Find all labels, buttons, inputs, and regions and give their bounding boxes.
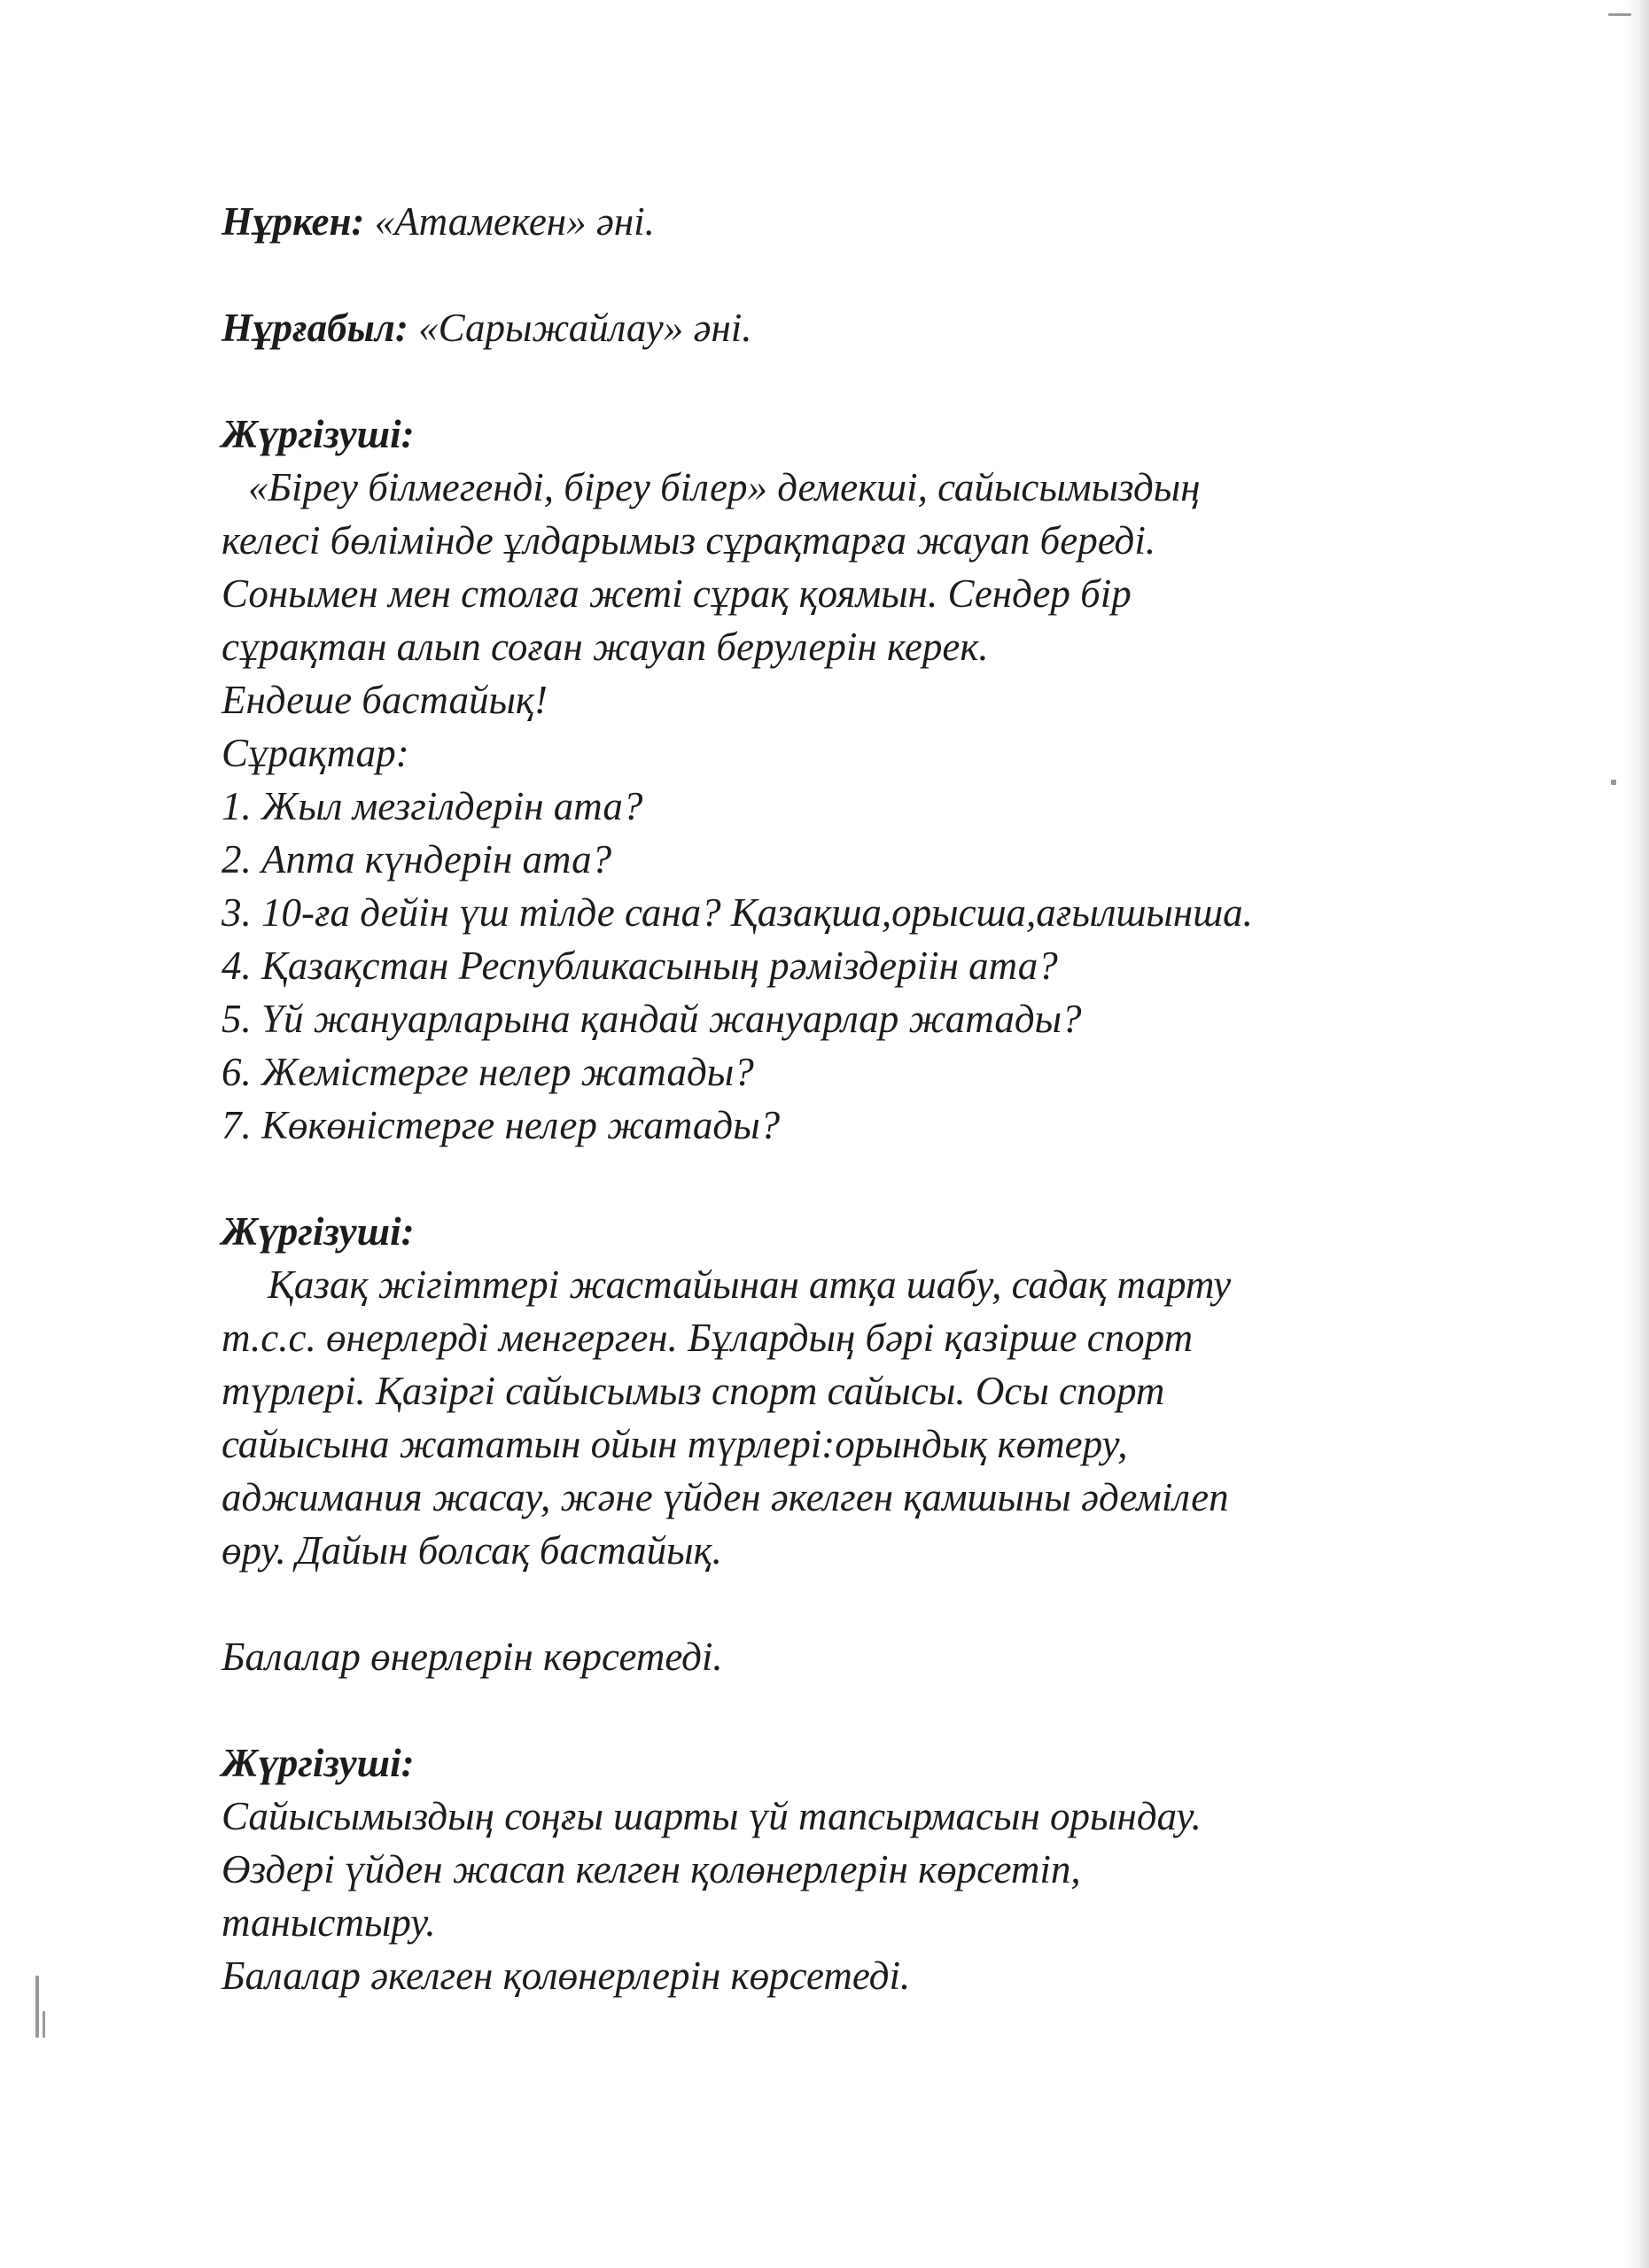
- section1-line: Ендеше бастайық!: [222, 678, 548, 722]
- scan-speck: [35, 1976, 39, 2038]
- section2-line: сайысына жататын ойын түрлері:орындық көтеру,: [222, 1422, 1128, 1466]
- scan-speck: [43, 2011, 45, 2038]
- section3-speaker: Жүргізуші:: [222, 1741, 415, 1785]
- section3-line: таныстыру.: [222, 1900, 436, 1945]
- section2-remark: Балалар өнерлерін көрсетеді.: [222, 1635, 723, 1679]
- spacer: [222, 354, 1533, 408]
- nurgabyl-text: «Сарыжайлау» әні.: [418, 306, 752, 350]
- section1-line: Сонымен мен столға жеті сұрақ қоямын. Сендер бір: [222, 571, 1132, 616]
- section3-line: Сайысымыздың соңғы шарты үй тапсырмасын орындау.: [222, 1794, 1202, 1838]
- question-item: 4. Қазақстан Республикасының рәміздеріін ата?: [222, 944, 1058, 988]
- scan-edge-shadow: [1622, 0, 1649, 2268]
- section1-speaker: Жүргізуші:: [222, 412, 415, 456]
- document-body: [222, 195, 1533, 2002]
- scan-speck: [1611, 780, 1616, 785]
- questions-list: [222, 780, 1533, 1152]
- question-item: 3. 10-ға дейін үш тілде сана? Қазақша,орысша,ағылшынша.: [222, 890, 1253, 935]
- section1-line: сұрақтан алып соған жауап берулерін керек.: [222, 625, 989, 669]
- section3-line: Өздері үйден жасап келген қолөнерлерін көрсетіп,: [222, 1847, 1081, 1891]
- section2-speaker: Жүргізуші:: [222, 1209, 415, 1254]
- scan-speck: [1608, 13, 1631, 16]
- section1-line: келесі бөлімінде ұлдарымыз сұрақтарға жауап береді.: [222, 518, 1156, 563]
- spacer: [222, 248, 1533, 301]
- section2-line: түрлері. Қазіргі сайысымыз спорт сайысы. Осы спорт: [222, 1369, 1165, 1413]
- spacer: [222, 1152, 1533, 1205]
- question-item: 2. Апта күндерін ата?: [222, 837, 612, 882]
- section3-line: Балалар әкелген қолөнерлерін көрсетеді.: [222, 1953, 911, 1998]
- questions-heading: Сұрақтар:: [222, 731, 409, 775]
- question-item: 1. Жыл мезгілдерін ата?: [222, 784, 643, 828]
- section2-line: аджимания жасау, және үйден әкелген қамшыны әдемілеп: [222, 1475, 1229, 1519]
- spacer: [222, 1577, 1533, 1630]
- section2-line: өру. Дайын болсақ бастайық.: [222, 1528, 722, 1573]
- nurken-line: [222, 195, 1533, 248]
- section2-line: Қазақ жігіттері жастайынан атқа шабу, садақ тарту: [268, 1262, 1232, 1307]
- speaker-nurken: Нұркен:: [222, 199, 365, 244]
- section2-line: т.с.с. өнерлерді менгерген. Бұлардың бәрі қазірше спорт: [222, 1316, 1194, 1360]
- section1-line: «Біреу білмегенді, біреу білер» демекші, сайысымыздың: [248, 465, 1201, 509]
- nurken-text: «Атамекен» әні.: [374, 199, 655, 244]
- speaker-nurgabyl: Нұрғабыл:: [222, 306, 408, 350]
- question-item: 6. Жемістерге нелер жатады?: [222, 1050, 754, 1094]
- nurgabyl-line: [222, 301, 1533, 354]
- question-item: 5. Үй жануарларына қандай жануарлар жатады?: [222, 997, 1082, 1041]
- question-item: 7. Көкөністерге нелер жатады?: [222, 1103, 781, 1147]
- spacer: [222, 1683, 1533, 1736]
